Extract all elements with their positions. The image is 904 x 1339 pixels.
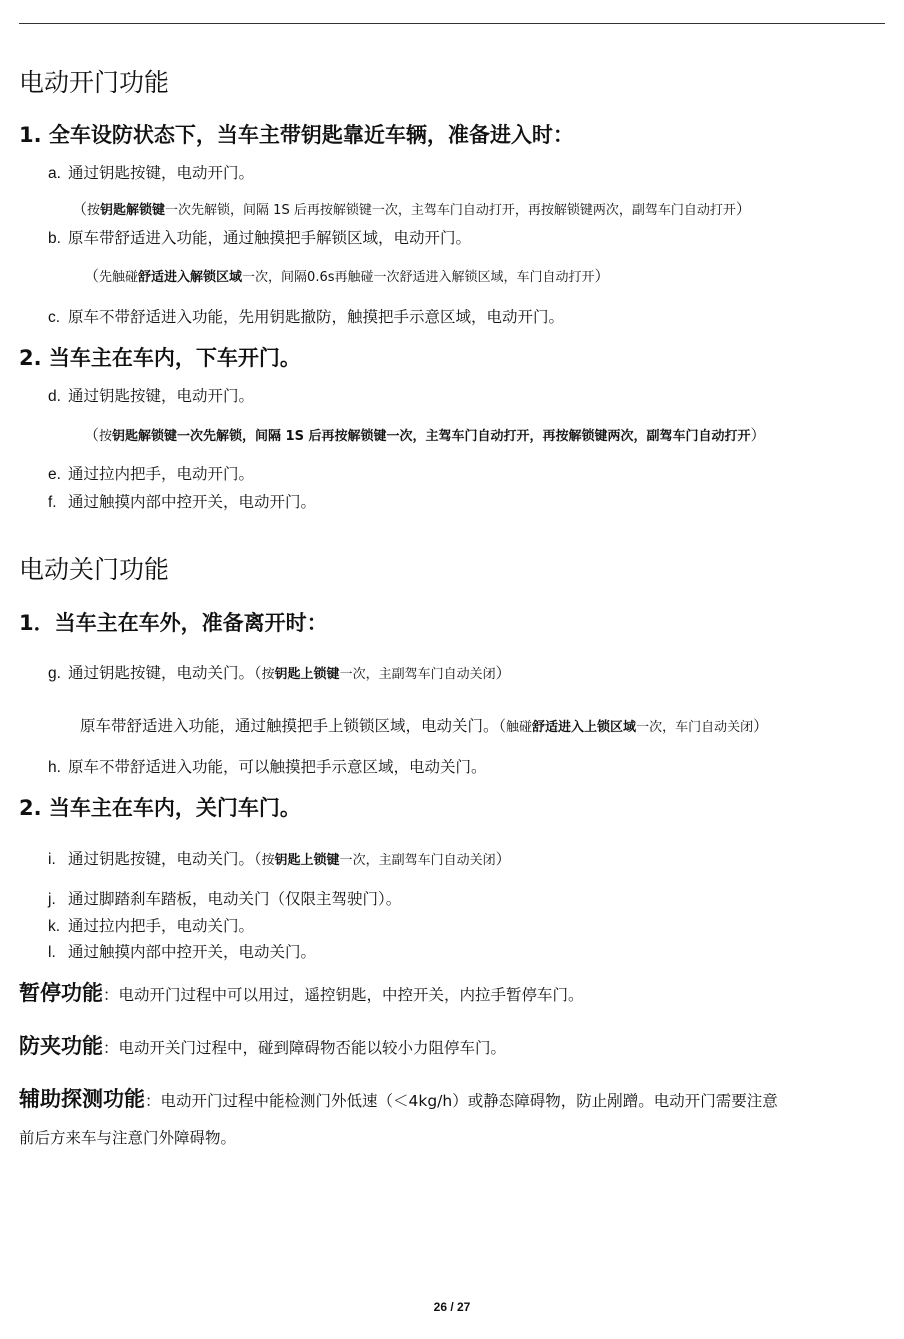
item-text: 通过钥匙按键，电动开门。 (68, 387, 255, 405)
item-label: e. (48, 466, 61, 483)
list-item-c (48, 305, 564, 327)
list-item-k (48, 914, 254, 936)
item-text: 原车带舒适进入功能，通过触摸把手上锁锁区域，电动关门。 (80, 717, 499, 735)
close-section-title: 电动关门功能 (19, 555, 170, 584)
item-label: g. (48, 665, 61, 682)
item-label: h. (48, 759, 61, 776)
feature-title: 防夹功能 (19, 1034, 103, 1058)
item-label: f. (48, 494, 57, 511)
pinch-feature (19, 1030, 506, 1060)
feature-title: 暂停功能 (19, 981, 103, 1005)
pause-feature (19, 977, 584, 1007)
item-text: 原车不带舒适进入功能，先用钥匙撤防，触摸把手示意区域，电动开门。 (68, 308, 565, 326)
item-text: 原车带舒适进入功能，通过触摸把手解锁区域，电动开门。 (68, 229, 472, 247)
item-text: 通过脚踏刹车踏板，电动关门（仅限主驾驶门）。 (68, 890, 402, 908)
close-subsection-1: 1．当车主在车外，准备离开时： (19, 611, 328, 635)
note-2: （先触碰舒适进入解锁区域一次，间隔0.6s再触碰一次舒适进入解锁区域，车门自动打开） (84, 267, 610, 285)
item-label: a. (48, 165, 61, 182)
item-label: b. (48, 230, 61, 247)
list-item-i: i. 通过钥匙按键，电动关门。（按钥匙上锁键一次，主副驾车门自动关闭） (48, 850, 511, 868)
item-label: i. (48, 851, 56, 868)
list-item-e (48, 462, 254, 484)
assist-feature-continued: 前后方来车与注意门外障碍物。 (19, 1129, 237, 1147)
item-text: 通过拉内把手，电动关门。 (68, 917, 255, 935)
list-item-h (48, 755, 487, 777)
page-number: 26 / 27 (433, 1300, 471, 1314)
list-item-a (48, 161, 254, 183)
list-item-d (48, 384, 254, 406)
item-label: k. (48, 918, 61, 935)
list-item-j (48, 887, 401, 909)
header-rule (19, 23, 885, 24)
item-text: 通过触摸内部中控开关，电动开门。 (68, 493, 317, 511)
item-text: 通过触摸内部中控开关，电动关门。 (68, 943, 317, 961)
list-item-g: g. 通过钥匙按键，电动关门。（按钥匙上锁键一次，主副驾车门自动关闭） (48, 664, 511, 682)
list-item-f (48, 490, 316, 512)
comfort-close-item: 原车带舒适进入功能，通过触摸把手上锁锁区域，电动关门。（触碰舒适进入上锁区域一次，车门自动关闭） (80, 717, 769, 735)
item-label: j. (48, 891, 56, 908)
feature-title: 辅助探测功能 (19, 1087, 145, 1111)
item-text: 通过钥匙按键，电动关门。 (68, 850, 255, 868)
item-text: 原车不带舒适进入功能，可以触摸把手示意区域，电动关门。 (68, 758, 487, 776)
feature-desc: ：电动开关门过程中，碰到障碍物否能以较小力阻停车门。 (103, 1039, 507, 1057)
close-subsection-2: 2. 当车主在车内，关门车门。 (19, 796, 301, 820)
note-1: （按钥匙解锁键一次先解锁，间隔 1S 后再按解锁键一次，主驾车门自动打开，再按解锁键两次，副驾车门自动打开） (72, 200, 751, 218)
item-text: 通过钥匙按键，电动开门。 (68, 164, 255, 182)
list-item-l (48, 940, 316, 962)
item-text: 通过钥匙按键，电动关门。 (68, 664, 255, 682)
feature-desc: ：电动开门过程中可以用过，遥控钥匙，中控开关，内拉手暂停车门。 (103, 986, 584, 1004)
open-subsection-2: 2. 当车主在车内，下车开门。 (19, 346, 301, 370)
open-section-title: 电动开门功能 (19, 68, 170, 97)
list-item-b (48, 226, 471, 248)
note-3: （按钥匙解锁键一次先解锁，间隔 1S 后再按解锁键一次，主驾车门自动打开，再按解锁键两次，副驾车门自动打开） (84, 426, 766, 444)
assist-feature (19, 1083, 778, 1113)
item-text: 通过拉内把手，电动开门。 (68, 465, 255, 483)
item-label: c. (48, 309, 61, 326)
item-label: l. (48, 944, 56, 961)
feature-desc: ：电动开门过程中能检测门外低速（＜4kg/h）或静态障碍物，防止剐蹭。电动开门需要注意 (145, 1092, 778, 1110)
open-subsection-1: 1. 全车设防状态下，当车主带钥匙靠近车辆，准备进入时： (19, 123, 574, 147)
item-label: d. (48, 388, 61, 405)
